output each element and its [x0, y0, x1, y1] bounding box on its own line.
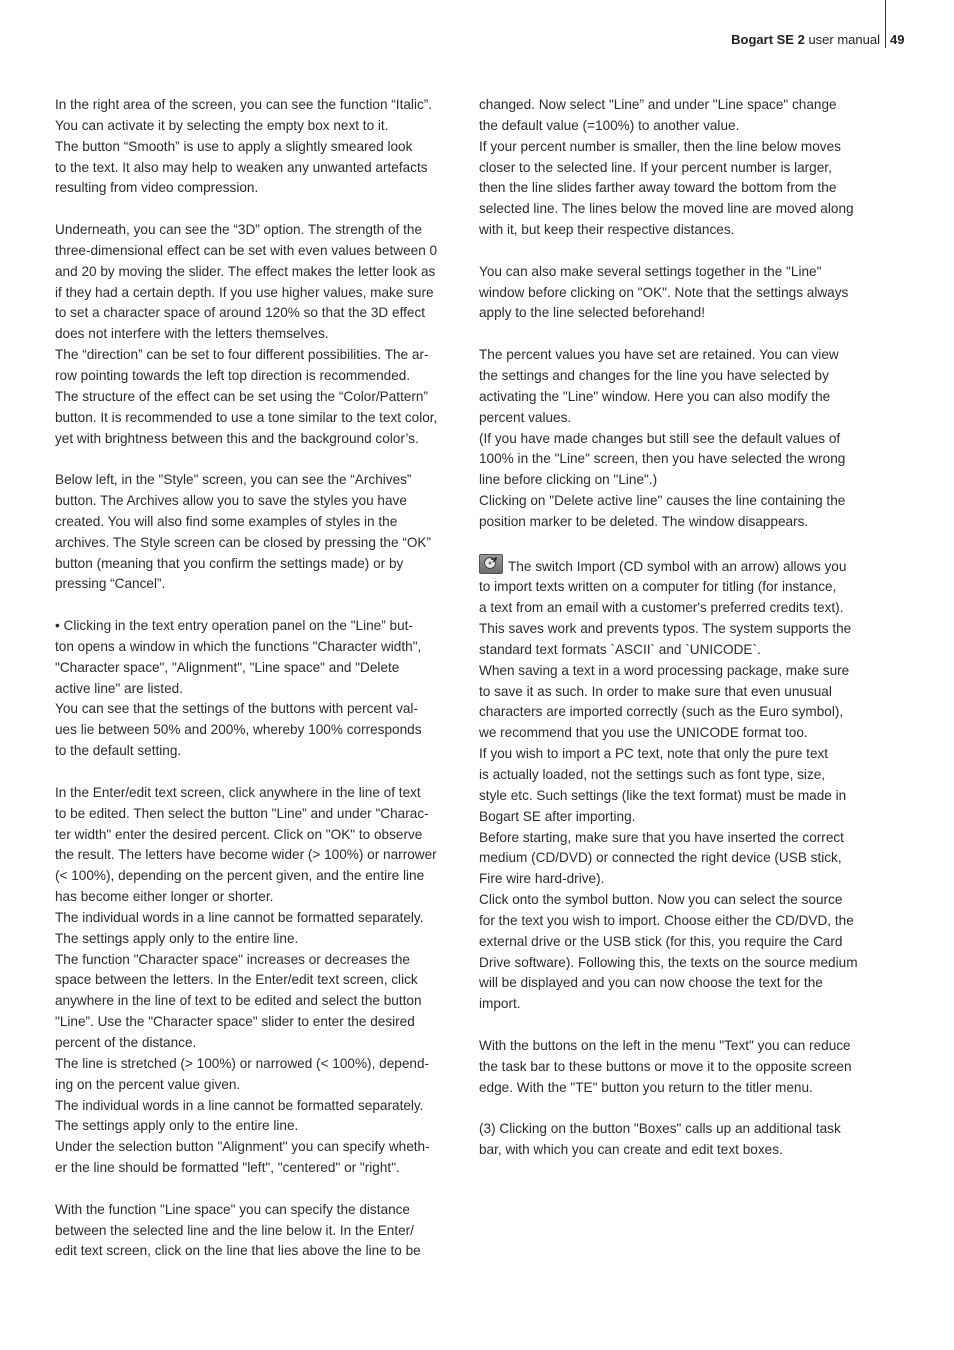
- paragraph-several-settings: You can also make several settings together in the "Line" window before clicking on "OK". Note that the settings always apply to the line selected beforehand!: [479, 263, 849, 321]
- paragraph-boxes: (3) Clicking on the button "Boxes" calls up an additional task bar, with which you can create and edit text boxes.: [479, 1121, 841, 1158]
- import-rest: to import texts written on a computer for titling (for instance, a text from an email with a customer's preferred credits text). This saves work and prevents typos. The system supports the standard text formats `ASCII` and `UNICODE`. When saving a text in a word processing package, make sure to save it as such. In order to make sure that even unusual characters are imported correctly (such as the Euro symbol), we recommend that you use the UNICODE format too. If you wish to import a PC text, note that only the pure text is actually loaded, not the settings such as font type, size, style etc. Such settings (like the text format) must be made in Bogart SE after importing. Before starting, make sure that you have inserted the correct medium (CD/DVD) or connected the right device (USB stick, Fire wire hard-drive). Click onto the symbol button. Now you can select the source for the text you wish to import. Choose either the CD/DVD, the external drive or the USB stick (for this, you require the Card Drive software). Following this, the texts on the source medium will be displayed and you can now choose the text for the import.: [479, 579, 858, 1012]
- import-first-line: The switch Import (CD symbol with an arrow) allows you: [508, 558, 847, 574]
- left-column: [55, 95, 465, 1262]
- header-doc: user manual: [808, 32, 880, 47]
- header-title: [731, 32, 880, 47]
- right-column: [479, 95, 889, 1161]
- page-number: 49: [890, 32, 905, 47]
- paragraph-character-width: In the Enter/edit text screen, click anywhere in the line of text to be edited. Then select the button "Line” and under "Charac- ter width" enter the desired percent. Click on "OK" to observe the result. The letters have become wider (> 100%) or narrower (< 100%), depending on the percent given, and the entire line has become either longer or shorter. The individual words in a line cannot be formatted separately. The settings apply only to the entire line. The function "Character space" increases or decreases the space between the letters. In the Enter/edit text screen, click anywhere in the line of text to be edited and select the button "Line”. Use the "Character space" slider to enter the desired percent of the distance. The line is stretched (> 100%) or narrowed (< 100%), depend- ing on the percent value given. The individual words in a line cannot be formatted separately. The settings apply only to the entire line. Under the selection button "Alignment" you can specify wheth- er the line should be formatted "left", "centered" or "right".: [55, 784, 437, 1176]
- import-cd-icon: [479, 554, 503, 574]
- paragraph-line-space: With the function "Line space" you can specify the distance between the selected line and the line below it. In the Enter/ edit text screen, click on the line that lies above the line to be: [55, 1201, 421, 1259]
- header-divider: [885, 0, 886, 48]
- paragraph-text-menu: With the buttons on the left in the menu "Text" you can reduce the task bar to these buttons or move it to the opposite screen edge. With the "TE" button you return to the titler menu.: [479, 1037, 852, 1095]
- header-product: Bogart SE 2: [731, 32, 805, 47]
- page-header: [0, 30, 954, 60]
- paragraph-line-space-continued: changed. Now select "Line” and under "Line space" change the default value (=100%) to another value. If your percent number is smaller, then the line below moves closer to the selected line. If your percent number is larger, then the line slides farther away toward the bottom from the selected line. The lines below the moved line are moved along with it, but keep their respective distances.: [479, 97, 854, 238]
- paragraph-3d-option: Underneath, you can see the “3D” option. The strength of the three-dimensional effect can be set with even values between 0 and 20 by moving the slider. The effect makes the letter look as if they had a certain depth. If you use higher values, make sure to set a character space of around 120% so that the 3D effect does not interfere with the letters themselves. The “direction” can be set to four different possibilities. The ar- row pointing towards the left top direction is recommended. The structure of the effect can be set using the “Color/Pattern” button. It is recommended to use a tone similar to the text color, yet with brightness between this and the background color’s.: [55, 222, 438, 446]
- paragraph-percent-values: The percent values you have set are retained. You can view the settings and changes for the line you have selected by activating the "Line" window. Here you can also modify the percent values. (If you have made changes but still see the default values of 100% in the "Line" screen, then you have selected the wrong line before clicking on "Line".) Clicking on "Delete active line" causes the line containing the position marker to be deleted. The window disappears.: [479, 347, 846, 529]
- paragraph-archives: Below left, in the "Style" screen, you can see the “Archives” button. The Archives allow you to save the styles you have created. You will also find some examples of styles in the archives. The Style screen can be closed by pressing the “OK” button (meaning that you confirm the settings made) or by pressing “Cancel”.: [55, 472, 432, 592]
- paragraph-italic-smooth: In the right area of the screen, you can see the function “Italic”. You can activate it by selecting the empty box next to it. The button “Smooth” is use to apply a slightly smeared look to the text. It also may help to weaken any unwanted artefacts resulting from video compression.: [55, 97, 433, 196]
- paragraph-line-button: • Clicking in the text entry operation panel on the "Line” but- ton opens a window in which the functions "Character width", "Character space", "Alignment", "Line space" and "Delete active line" are listed. You can see that the settings of the buttons with percent val- ues lie between 50% and 200%, whereby 100% corresponds to the default setting.: [55, 618, 422, 759]
- paragraph-import: [479, 554, 889, 1016]
